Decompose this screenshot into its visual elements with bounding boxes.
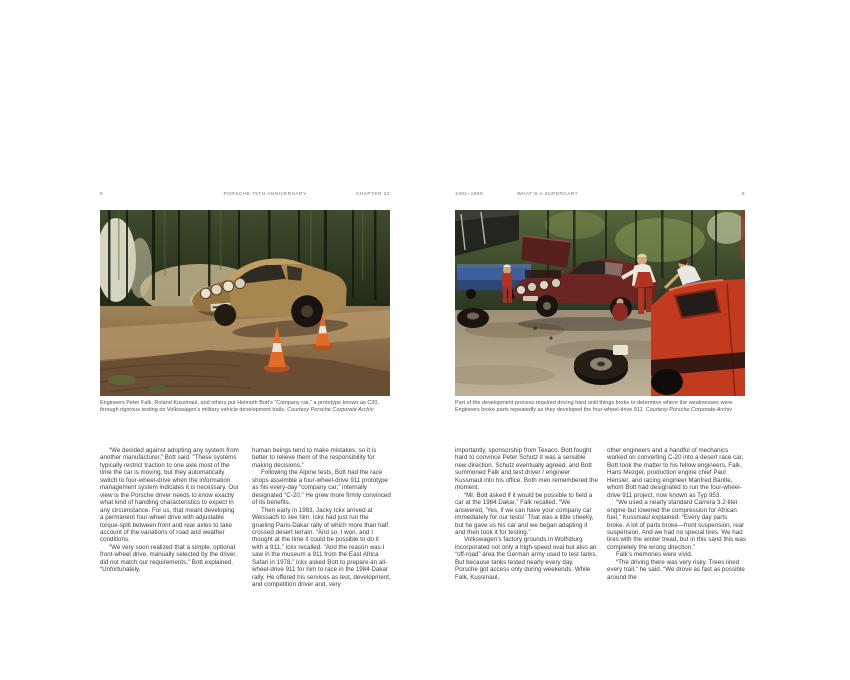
caption-right-text: Part of the development process required driving hard until things broke to determine where the weaknesses were. Engineers broke parts repeatedly as they developed the four-wheel-drive 911.	[455, 400, 734, 413]
left-page-column-2	[252, 447, 391, 589]
repair-photo-illustration	[455, 210, 745, 396]
body-paragraph: Falk’s memories were vivid.	[616, 551, 693, 559]
right-page-column-1	[455, 447, 598, 581]
page-number-left: 8	[100, 192, 104, 197]
running-head-years: 1981–1998	[455, 192, 484, 197]
caption-right-credit: Courtesy Porsche Corporate Archiv	[645, 406, 733, 413]
right-page-column-2	[607, 447, 746, 581]
caption-left	[100, 400, 397, 414]
running-head-book-title: PORSCHE 75TH ANNIVERSARY	[223, 192, 307, 197]
body-paragraph: Following the Alpine tests, Bott had the race shops assemble a four-wheel-drive 911 prototype as his every-day “company car,” internally designated “C-20.” He grew more firmly convinced of its benefits.	[252, 469, 391, 507]
running-head-chapter-title: WHAT’S A SUPERCAR?	[517, 192, 578, 197]
body-paragraph: “We decided against adopting any system from another manufacturer,” Bott said. “These systems typically restrict traction to one axle most of the time the car is moving, but they automatically switch to four-wheel-drive when the information management system indicates it is necessary. Our view is the Porsche driver needs to know exactly what kind of handling characteristics to expect in any circumstance. For us, that meant developing a permanent four-wheel drive with adjustable torque-split between front and rear axles to take account of the variations of road and weather conditions.	[100, 447, 239, 544]
photo-rally-testing	[100, 210, 390, 396]
body-paragraph: human beings tend to make mistakes, so it is better to relieve them of the responsibility for making decisions.”	[252, 447, 377, 469]
body-paragraph: “We used a nearly standard Carrera 3.2-liter engine but lowered the compression for African fuel,” Kussmaul explained. “Every day parts broke. A lot of parts broke—front suspension, rear suspension. And we had no special tires. We had tires with the winter tread, but in this sand this was completely the wrong direction.”	[607, 499, 746, 551]
body-paragraph: importantly, sponsorship from Texaco. Bott fought hard to convince Peter Schutz it was a sensible new direction. Schutz eventually agreed, and Bott summoned Falk and test driver / engineer Kussmaul into his office. Both men remembered the moment.	[455, 447, 598, 492]
rally-photo-illustration	[100, 210, 390, 396]
caption-right	[455, 400, 752, 414]
body-paragraph: “Mr. Bott asked if it would be possible to field a car at the 1984 Dakar,” Falk recalled. “We answered, ‘Yes, if we can have your company car immediately for our tests!’ That was a little cheeky, but he gave us his car and we began adapting it and then took it for testing.”	[455, 491, 594, 536]
body-paragraph: Volkswagen’s factory grounds in Wolfsburg incorporated not only a high-speed oval but also an “off-road” area the German army used to test tanks. But because tanks tested nearly every day, Porsche got access only during weekends. While Falk, Kussmaul,	[455, 536, 598, 581]
engine-bay	[525, 270, 561, 278]
body-paragraph: Then early in 1983, Jacky Ickx arrived at Weissach to see him. Ickx had just run the grueling Paris-Dakar rally of which more than half crossed desert terrain. “And so, I won, and I thought at the time it could be possible to do it with a 911,” Ickx recalled. “And the reason was I saw in the museum a 911 from the East Africa Safari in 1978.” Ickx asked Bott to prepare an all-wheel-drive 911 for him to race in the 1984 Dakar rally. He offered his services as test, development, and competition driver and, very	[252, 506, 391, 589]
open-door	[605, 262, 623, 276]
caption-left-credit: Courtesy Porsche Corporate Archiv	[287, 406, 374, 413]
caption-left-text: Engineers Peter Falk, Roland Kussmaul, and others put Helmuth Bott’s “Company car,” a prototype known as C20, through rigorous testing on Volkswagen’s military vehicle development trails.	[100, 400, 379, 413]
spare-tire	[457, 308, 489, 328]
mechanic-left	[502, 265, 512, 303]
left-page-column-1	[100, 447, 239, 574]
license-plate	[523, 296, 538, 301]
support-car-red	[651, 279, 745, 396]
page-number-right: 9	[741, 192, 745, 197]
body-paragraph: other engineers and a handful of mechanics worked on converting C-20 into a desert race car, Bott took the matter to his fellow engineers, Falk, Hans Mezger, production engine chief Paul Hensler, and racing engineer Manfred Bantle, whom Bott had designated to run the four-wheel-drive 911 project, now known as Typ 953.	[607, 447, 744, 499]
oil-can	[613, 345, 628, 355]
running-head-chapter: CHAPTER 22	[355, 192, 390, 197]
body-paragraph: “We very soon realized that a simple, optional front-wheel drive, manually selected by the driver, did not match our requirements,” Bott explained. “Unfortunately,	[100, 543, 237, 574]
body-paragraph: “The driving there was very risky. Trees lined every trail,” he said. “We drove as fast as possible around the	[607, 558, 745, 581]
photo-repair-session	[455, 210, 745, 396]
